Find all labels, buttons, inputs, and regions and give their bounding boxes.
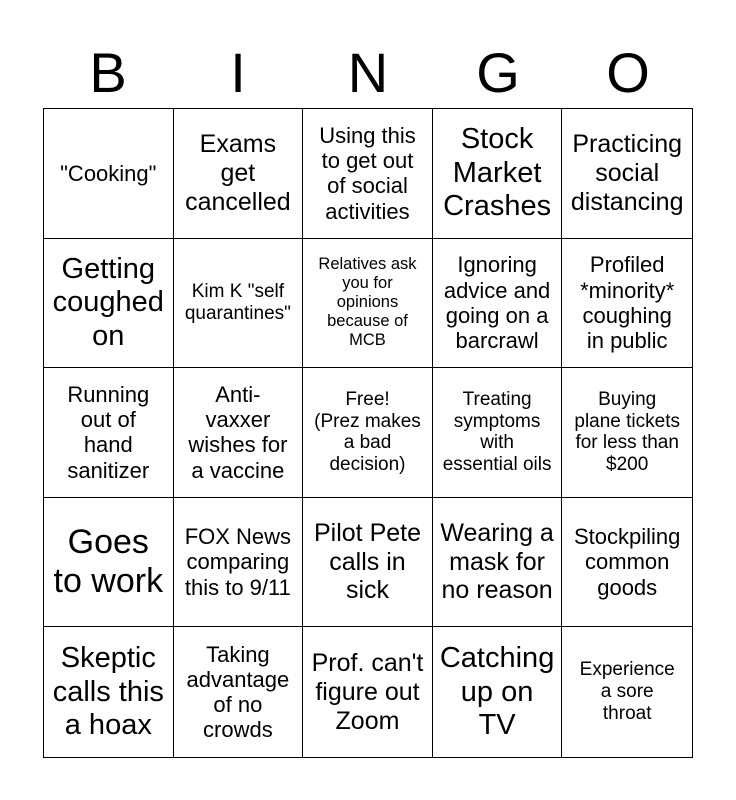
cell-text: Catching up on TV (439, 642, 555, 741)
bingo-cell-r2c3[interactable] (303, 239, 433, 369)
bingo-cell-r4c4[interactable] (433, 498, 563, 628)
bingo-board (43, 108, 693, 758)
header-letter-o: O (606, 41, 650, 104)
cell-text: Using this to get out of social activities (319, 122, 416, 224)
bingo-cell-r5c4[interactable] (433, 627, 563, 757)
cell-text: "Cooking" (60, 160, 157, 186)
bingo-cell-r3c4[interactable] (433, 368, 563, 498)
cell-text: Relatives ask you for opinions because of MCB (318, 255, 417, 350)
cell-text: Prof. can't figure out Zoom (311, 649, 424, 735)
bingo-cell-r1c1[interactable] (44, 109, 174, 239)
cell-text: Free! (Prez makes a bad decision) (314, 388, 421, 476)
cell-text: Stockpiling common goods (574, 524, 681, 600)
cell-text: FOX News comparing this to 9/11 (184, 524, 292, 600)
bingo-cell-r1c4[interactable] (433, 109, 563, 239)
bingo-cell-r2c1[interactable] (44, 239, 174, 369)
bingo-cell-r1c3[interactable] (303, 109, 433, 239)
cell-text: Experience a sore throat (579, 659, 675, 725)
cell-text: Profiled *minority* coughing in public (580, 252, 675, 354)
bingo-cell-r1c5[interactable] (562, 109, 692, 239)
cell-text: Buying plane tickets for less than $200 (574, 388, 680, 476)
bingo-header (43, 40, 693, 106)
cell-text: Practicing social distancing (570, 130, 684, 216)
bingo-cell-r5c3[interactable] (303, 627, 433, 757)
cell-text: Pilot Pete calls in sick (313, 518, 421, 605)
bingo-cell-r2c5[interactable] (562, 239, 692, 369)
cell-text: Taking advantage of no crowds (186, 641, 290, 743)
bingo-cell-r5c1[interactable] (44, 627, 174, 757)
bingo-cell-r2c4[interactable] (433, 239, 563, 369)
header-letter-n: N (347, 41, 389, 104)
bingo-cell-r3c1[interactable] (44, 368, 174, 498)
header-letter-g: G (476, 41, 520, 104)
cell-text: Stock Market Crashes (443, 123, 552, 222)
cell-text: Anti- vaxxer wishes for a vaccine (188, 381, 288, 483)
bingo-cell-r4c1[interactable] (44, 498, 174, 628)
bingo-cell-r2c2[interactable] (174, 239, 304, 369)
bingo-cell-r3c5[interactable] (562, 368, 692, 498)
cell-text: Skeptic calls this a hoax (52, 642, 164, 741)
bingo-cell-r4c5[interactable] (562, 498, 692, 628)
bingo-cell-r3c2[interactable] (174, 368, 304, 498)
bingo-cell-r1c2[interactable] (174, 109, 304, 239)
cell-text: Getting coughed on (52, 252, 164, 352)
cell-text: Kim K "self quarantines" (184, 281, 291, 324)
cell-text: Exams get cancelled (185, 130, 291, 216)
bingo-cell-r4c2[interactable] (174, 498, 304, 628)
bingo-cell-r3c3[interactable] (303, 368, 433, 498)
cell-text: Goes to work (53, 523, 164, 601)
cell-text: Wearing a mask for no reason (440, 518, 554, 605)
cell-text: Running out of hand sanitizer (67, 381, 150, 483)
bingo-cell-r5c2[interactable] (174, 627, 304, 757)
header-letter-i: I (230, 41, 246, 104)
bingo-cell-r4c3[interactable] (303, 498, 433, 628)
cell-text: Treating symptoms with essential oils (442, 388, 552, 476)
header-letter-b: B (89, 41, 127, 104)
bingo-cell-r5c5[interactable] (562, 627, 692, 757)
cell-text: Ignoring advice and going on a barcrawl (443, 252, 551, 354)
